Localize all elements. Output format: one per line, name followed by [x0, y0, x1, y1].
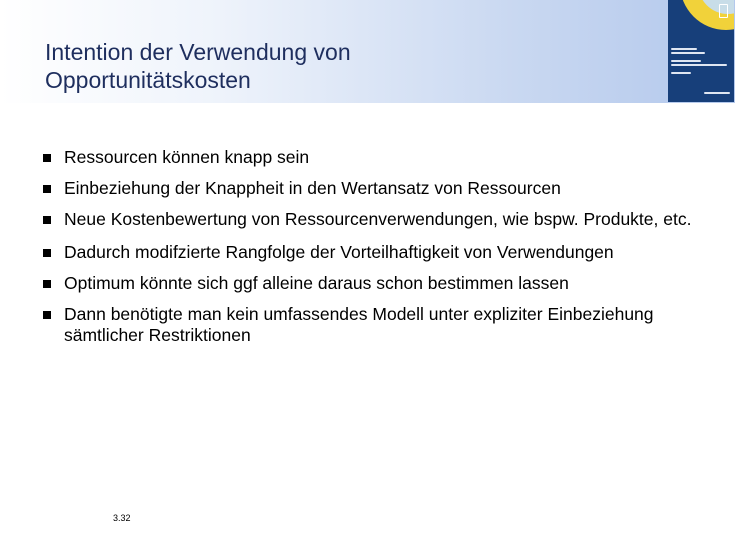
publisher-logo-icon: [719, 4, 728, 18]
slide-title: [45, 38, 605, 94]
square-bullet-icon: [43, 249, 51, 257]
bullet-text: Neue Kostenbewertung von Ressourcenverwendungen, wie bspw. Produkte, etc.: [64, 209, 692, 229]
bullet-text: Einbeziehung der Knappheit in den Wertansatz von Ressourcen: [64, 178, 561, 198]
slide-number: 3.32: [113, 513, 131, 523]
square-bullet-icon: [43, 185, 51, 193]
bullet-item: [43, 147, 723, 168]
bullet-item: [43, 304, 664, 346]
book-cover-image: [668, 0, 734, 102]
bullet-text: Ressourcen können knapp sein: [64, 147, 310, 167]
bullet-text: Optimum könnte sich ggf alleine daraus schon bestimmen lassen: [64, 273, 569, 293]
bullet-list: [43, 147, 723, 346]
bullet-text: Dadurch modifzierte Rangfolge der Vorteilhaftigkeit von Verwendungen: [64, 242, 614, 262]
square-bullet-icon: [43, 154, 51, 162]
bullet-item: [43, 209, 704, 230]
bullet-text: Dann benötigte man kein umfassendes Modell unter expliziter Einbeziehung sämtlicher Restriktionen: [64, 304, 654, 345]
bullet-item: [43, 273, 723, 294]
square-bullet-icon: [43, 280, 51, 288]
bullet-item: [43, 178, 723, 199]
square-bullet-icon: [43, 216, 51, 224]
slide-title-line-2: Opportunitätskosten: [45, 67, 251, 93]
bullet-item: [43, 242, 624, 263]
slide-title-line-1: Intention der Verwendung von: [45, 39, 351, 65]
square-bullet-icon: [43, 311, 51, 319]
